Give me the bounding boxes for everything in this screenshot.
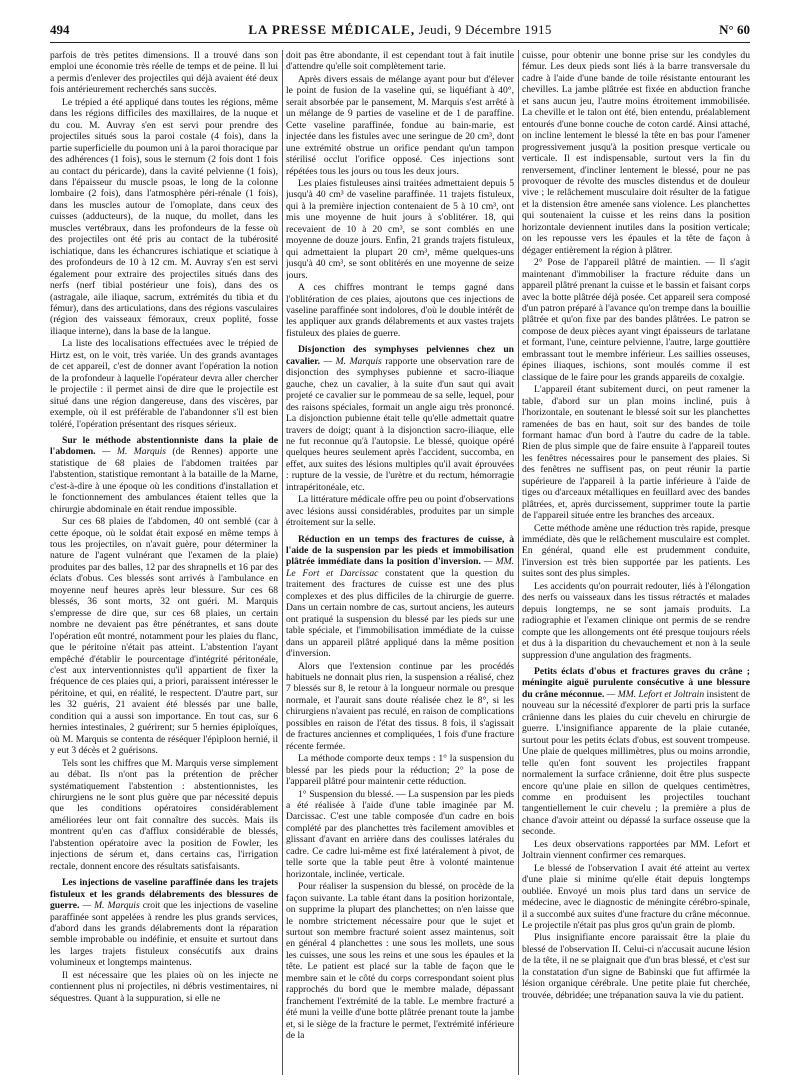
body-paragraph: Plus insignifiante encore paraissait être la plaie du blessé de l'observation II. Celui-ci n'accusait aucune lésion de la tête, il ne se plaignait que d'un bras blessé, et c'est sur la constatation d'un signe de Babinski que fut affirmée la lésion organique cérébrale. Une petite plaie fut cherchée, trouvée, débridée; une trépanation sauva la vie du patient.	[522, 932, 750, 1001]
section-author: — M. Marquis	[102, 446, 166, 458]
body-paragraph: Les plaies fistuleuses ainsi traitées admettaient depuis 5 jusqu'à 40 cm³ de vaseline paraffinée. 11 trajets fistuleux, qui à la première injection contenaient de 5 à 10 cm³, ont mis une moyenne de huit jours à s'oblitérer. 18, qui recevaient de 10 à 20 cm³, se sont comblés en une moyenne de douze jours. Enfin, 21 grands trajets fistuleux, qui admettaient la plupart 20 cm³, même quelques-uns jusqu'à 40 cm³, se sont oblitérés en une moyenne de seize jours.	[286, 177, 514, 281]
section-paragraph	[522, 666, 750, 838]
section-body: croit que les injections de vaseline paraffinée sont appelées à rendre les plus grands services, d'abord dans les grands délabrements dont la réparation semble improbable ou indéfinie, et ensuite et surtout dans les larges trajets fistuleux consécutifs aux drains volumineux et longtemps maintenus.	[50, 900, 278, 969]
body-paragraph: Le trépied a été appliqué dans toutes les régions, même dans les régions difficiles des maxillaires, de la nuque et du cou. M. Auvray s'en est servi pour prendre des projectiles situés sous la paroi costale (4 fois), dans la partie superficielle du poumon uni à la paroi thoracique par des adhérences (1 fois), sous le sternum (2 fois dont 1 fois au contact du péricarde), dans la cavité pelvienne (1 fois), dans l'épaisseur du muscle psoas, le long de la colonne lombaire (2 fois), dans l'atmosphère péri-rénale (1 fois), dans les muscles autour de l'omoplate, dans ceux des cuisses (adducteurs), de la nuque, du mollet, dans les muscles vertébraux, dans les profondeurs de la fesse où des projectiles ont été pris au contact de la tubérosité ischiatique, dans les échancrures ischiatique et sciatique à des profondeurs de 10 à 12 cm. M. Auvray s'en est servi également pour extraire des projectiles situés dans des nerfs (nerf tibial postérieur une fois), dans des os (astragale, aile iliaque, sacrum, extrémités du tibia et du fémur), dans des articulations, dans des régions vasculaires (région des vaisseaux fémoraux, creux poplité, fosse iliaque interne), dans la base de la langue.	[50, 96, 278, 337]
body-paragraph: Tels sont les chiffres que M. Marquis verse simplement au débat. Ils n'ont pas la prétention de prêcher systématiquement l'abstention : abstentionnistes, les chirurgiens ne le sont plus guère que par nécessité depuis que les conditions opératoires considérablement améliorées leur ont fait connaître des succès. Mais ils montrent qu'en cas d'afflux considérable de blessés, l'abstention opératoire avec la position de Fowler, les injections de sérum et, dans certains cas, l'irrigation rectale, donnent encore des résultats satisfaisants.	[50, 757, 278, 872]
section-body: insistent de nouveau sur la nécessité d'explorer de parti pris la surface crânienne dans les plaies du cuir chevelu en chirurgie de guerre. L'insignifiance apparente de la plaie cutanée, surtout pour les petits éclats d'obus, est souvent trompeuse. Une plaie de quelques millimètres, plus ou moins arrondie, telle qu'en font souvent les projectiles frappant normalement la surface crânienne, doit être plus suspecte encore qu'une plaie en sillon de quelques centimètres, comme en produisent les projectiles touchant tangentiellement le cuir chevelu ; la première a plus de chance d'avoir atteint ou dépassé la surface osseuse que la seconde.	[522, 688, 750, 838]
body-paragraph: Les deux observations rapportées par MM. Lefort et Joltrain viennent confirmer ces remarques.	[522, 838, 750, 862]
running-title	[50, 22, 750, 38]
continued-paragraph: cuisse, pour obtenir une bonne prise sur les condyles du fémur. Les deux pieds sont liés à la barre transversale du cadre à l'aide d'une bande de toile résistante entourant les chevilles. La jambe plâtrée est fixée en abduction franche et sans aucun jeu, l'autre moins étroitement immobilisée. La cheville et le talon ont été, bien entendu, préalablement entourés d'une bonne couche de coton cardé. Ainsi attaché, on incline lentement le blessé la tête en bas pour l'amener progressivement jusqu'à la position presque verticale ou verticale. Il est indispensable, surtout vers la fin du renversement, d'incliner lentement le blessé, pour ne pas provoquer de révolte des muscles distendus et de douleur vive ; le relâchement musculaire doit résulter de la fatigue et la distension être amenée sans violence. Les planchettes qui soutenaient la cuisse et les reins dans la position horizontale deviennent inutiles dans la position verticale; on les repousse vers les épaules et la tête de façon à dégager entièrement la région à plâtrer.	[522, 50, 750, 256]
section-author: — MM. Lefort et Joltrain	[606, 688, 705, 700]
column-3	[522, 50, 750, 1075]
journal-title: LA PRESSE MÉDICALE,	[248, 22, 416, 37]
section-paragraph	[50, 435, 278, 515]
body-paragraph: L'appareil étant subitement durci, on peut ramener la table, d'abord sur un plan moins incliné, puis à l'horizontale, en soutenant le blessé soit sur les planchettes ramenées de bas en haut, soit sur des bandes de toile formant hamac d'un bord à l'autre du cadre de la table. Rien de plus simple que de faire ensuite à l'appareil toutes les fenêtres nécessaires pour le pansement des plaies. Si des fenêtres ne suffisent pas, on peut réunir la partie supérieure de l'appareil à la partie inférieure à l'aide de tiges ou d'arceaux métalliques en feuillard avec des bandes plâtrées, et, après durcissement, supprimer toute la partie de l'appareil située entre les branches des arceaux.	[522, 384, 750, 522]
section-body: (de Rennes) apporte une statistique de 68 plaies de l'abdomen traitées par l'abstention, statistique remontant à la bataille de la Marne, c'est-à-dire à une époque où les conditions d'installation et le fonctionnement des ambulances étaient telles que la chirurgie abdominale en était rendue impossible.	[50, 446, 278, 515]
body-paragraph: Après divers essais de mélange ayant pour but d'élever le point de fusion de la vaseline qui, se liquéfiant à 40°, serait absorbée par le pansement, M. Marquis s'est arrêté à un mélange de 9 parties de vaseline et de 1 de paraffine. Cette vaseline paraffinée, fondue au bain-marie, est injectée dans les fistules avec une seringue de 20 cm³, dont une extrémité obstrue un orifice pendant qu'un tampon stérilisé occlut l'orifice opposé. Ces injections sont répétées tous les jours ou tous les deux jours.	[286, 73, 514, 177]
body-paragraph: Le blessé de l'observation I avait été atteint au vertex d'une plaie si minime qu'elle était depuis longtemps oubliée. Envoyé un mois plus tard dans un service de médecine, avec le diagnostic de méningite cérébro-spinale, il a succombé aux suites d'une fracture du crâne méconnue. Le projectile n'était pas plus gros qu'un grain de plomb.	[522, 862, 750, 931]
section-heading: Disjonction des symphyses pelviennes chez un cavalier.	[286, 344, 514, 367]
section-heading: Les injections de vaseline paraffinée dans les trajets fistuleux et les grands délabrements des blessures de guerre.	[50, 877, 278, 912]
body-paragraph: 2° Pose de l'appareil plâtré de maintien. — Il s'agit maintenant d'immobiliser la fracture réduite dans un appareil plâtré prenant la cuisse et le bassin et faisant corps avec la botte plâtrée déjà posée. Cet appareil sera composé d'un patron préparé à l'avance qu'on trempe dans la bouillie plâtrée et qu'on fixe par des bandes plâtrées. Le patron se compose de deux pièces ayant vingt épaisseurs de tarlatane et formant, l'une, ceinture pelvienne, l'autre, large gouttière embrassant tout le membre inférieur. Les saillies osseuses, épines iliaques, ischions, sont moulés comme il est classique de le faire pour les grands appareils de coxalgie.	[522, 257, 750, 383]
section-paragraph	[50, 877, 278, 969]
header-rule	[50, 42, 750, 43]
body-paragraph: Sur ces 68 plaies de l'abdomen, 40 ont semblé (car à cette époque, où le soldat était exposé en même temps à tous les projectiles, on n'avait guère, pour déterminer la nature de l'agent vulnérant que l'examen de la plaie) produites par des balles, 12 par des shrapnells et 16 par des éclats d'obus. Ces blessés sont arrivés à l'ambulance en moyenne neuf heures après leur blessure. Sur ces 68 blessés, 36 sont morts, 32 ont guéri. M. Marquis s'empresse de dire que, sur ces 68 plaies, un certain nombre ne devaient pas être pénétrantes, et sans doute l'opération eût montré, notamment pour les plaies du flanc, que le péritoine n'était pas atteint. L'abstention l'ayant empêché d'établir le pourcentage d'intégrité péritonéale, c'est aux interventionnistes qu'il appartient de fixer la fréquence de ces plaies qui, a priori, paraissent intéresser le péritoine, et qui, en réalité, le respectent. D'autre part, sur les 32 guéris, 21 avaient été blessés par une balle, condition qui a aussi son importance. En tout cas, sur 6 hernies intestinales, 2 guérirent; sur 5 hernies épiploïques, où M. Marquis se contenta de réséquer l'épiploon hernié, il y eut 3 décès et 2 guérisons.	[50, 516, 278, 757]
issue-date: Jeudi, 9 Décembre 1915	[418, 22, 552, 37]
body-paragraph: La littérature médicale offre peu ou point d'observations avec lésions aussi considérables, produites par un simple étroitement sur la selle.	[286, 494, 514, 529]
section-author: — M. Marquis	[323, 355, 382, 367]
page-number: 494	[50, 22, 70, 37]
section-body: rapporte une observation rare de disjonction des symphyses pubienne et sacro-iliaque gauche, chez un cavalier, à la suite d'un saut qui avait projeté ce cavalier sur le pommeau de sa selle, lequel, pour des raisons spéciales, formait un angle aigu très prononcé. La disjonction pubienne était telle qu'elle admettait quatre travers de doigt; quant à la disjonction sacro-iliaque, elle ne fut reconnue qu'à l'autopsie. Le blessé, quoique opéré quelques heures seulement après l'accident, succomba, en effet, aux suites des lésions multiples qu'il avait éprouvées : rupture de la vessie, de l'urètre et du rectum, hémorragie intrapéritonéale, etc.	[286, 355, 514, 493]
body-paragraph: A ces chiffres montrant le temps gagné dans l'oblitération de ces plaies, ajoutons que ces injections de vaseline paraffinée sont indolores, d'où le double intérêt de les appliquer aux grands délabrements et aux vastes trajets fistuleux des plaies de guerre.	[286, 282, 514, 339]
body-paragraph: Pour réaliser la suspension du blessé, on procède de la façon suivante. La table étant dans la position horizontale, on supprime la plupart des planchettes; on n'en laisse que le nombre strictement nécessaire pour que le sujet et surtout son membre fracturé soient assez maintenus, soit en général 4 planchettes : une sous les mollets, une sous les cuisses, une sous les reins et une sous les épaules et la tête. Le patient est placé sur la table de façon que le membre sain et le côté du corps correspondant soient plus rapprochés du bord que le membre malade, dépassant franchement l'extrémité de la table. Le membre fracturé a été muni la veille d'une botte plâtrée prenant toute la jambe et, si le siège de la fracture le permet, l'extrémité inférieure de la	[286, 881, 514, 1042]
section-body: constatent que la question du traitement des fractures de cuisse est une des plus complexes et des plus difficiles de la chirurgie de guerre. Dans un certain nombre de cas, surtout anciens, les auteurs ont pratiqué la suspension du blessé par les pieds sur une table spéciale, et l'immobilisation immédiate de la cuisse dans un appareil plâtré appliqué dans la même position d'inversion.	[286, 567, 514, 660]
body-paragraph: Alors que l'extension continue par les procédés habituels ne donnait plus rien, la suspension a réalisé, chez 7 blessés sur 8, le retour à la longueur normale ou presque normale, et l'aurait sans doute réalisée chez le 8°, si les chirurgiens n'avaient pas reculé, en raison de complications possibles en raison de l'état des tissus. 8 fois, il s'agissait de fractures anciennes et compliquées, 1 fois d'une fracture récente fermée.	[286, 660, 514, 752]
issue-number: N° 60	[719, 22, 750, 37]
body-paragraph: Les accidents qu'on pourrait redouter, liés à l'élongation des nerfs ou vaisseaux dans les tissus rétractés et malades depuis longtemps, ne se sont jamais produits. La radiographie et l'examen clinique ont permis de se rendre compte que les allongements ont été presque toujours réels et dus à la disparition du chevauchement et non à la seule suppression d'une angulation des fragments.	[522, 580, 750, 661]
column-1	[50, 50, 278, 1075]
column-2	[286, 50, 514, 1075]
body-paragraph: La méthode comporte deux temps : 1° la suspension du blessé par les pieds pour la réduction; 2° la pose de l'appareil plâtré pour maintenir cette réduction.	[286, 753, 514, 788]
continued-paragraph: doit pas être abondante, il est cependant tout à fait inutile d'attendre qu'elle soit complètement tarie.	[286, 50, 514, 73]
section-heading: Sur le méthode abstentionniste dans la plaie de l'abdomen.	[50, 434, 278, 458]
body-paragraph: Cette méthode amène une réduction très rapide, presque immédiate, dès que le relâchement musculaire est complet. En général, quand elle est prudemment conduite, l'inversion est très bien supportée par les patients. Les suites sont des plus simples.	[522, 522, 750, 580]
section-paragraph	[286, 534, 514, 660]
column-divider	[518, 50, 519, 1075]
section-heading: Réduction en un temps des fractures de cuisse, à l'aide de la suspension par les pieds et immobilisation plâtrée immédiate dans la position d'inversion.	[286, 533, 514, 568]
column-divider	[282, 50, 283, 1075]
page-header	[50, 22, 750, 44]
section-author: — M. Marquis	[82, 900, 140, 912]
body-paragraph: 1° Suspension du blessé. — La suspension par les pieds a été réalisée à l'aide d'une table imaginée par M. Darcissac. C'est une table composée d'un cadre en bois complété par des planchettes très facilement amovibles et glissant d'avant en arrière dans des coulisses latérales du cadre. Ce cadre lui-même est fixé latéralement à pivot, de telle sorte que la table peut être à volonté maintenue horizontale, inclinée, verticale.	[286, 788, 514, 880]
section-author: — MM. Le Fort et Darcissac	[286, 556, 514, 579]
continued-paragraph: parfois de très petites dimensions. Il a trouvé dans son emploi une économie très réelle de temps et de peine. Il lui a permis d'enlever des projectiles qui déjà avaient été deux fois antérieurement recherchés sans succès.	[50, 50, 278, 96]
body-paragraph: La liste des localisations effectuées avec le trépied de Hirtz est, on le voit, très variée. Un des grands avantages de cet appareil, c'est de donner avant l'opération la notion de la profondeur à laquelle l'opérateur devra aller chercher le projectile : il permet ainsi de dire que le projectile est situé dans une région dangereuse, dans des viscères, par exemple, où il est préférable de l'abandonner s'il est bien toléré, l'opération présentant des risques sérieux.	[50, 338, 278, 430]
body-paragraph: Il est nécessaire que les plaies où on les injecte ne contiennent plus ni projectiles, ni débris vestimentaires, ni séquestres. Quant à la suppuration, si elle ne	[50, 969, 278, 1004]
article-columns	[50, 50, 750, 1075]
section-heading: Petits éclats d'obus et fractures graves du crâne ; méningite aiguë purulente consécutive à une blessure du crâne méconnue.	[522, 666, 750, 700]
section-paragraph	[286, 344, 514, 493]
